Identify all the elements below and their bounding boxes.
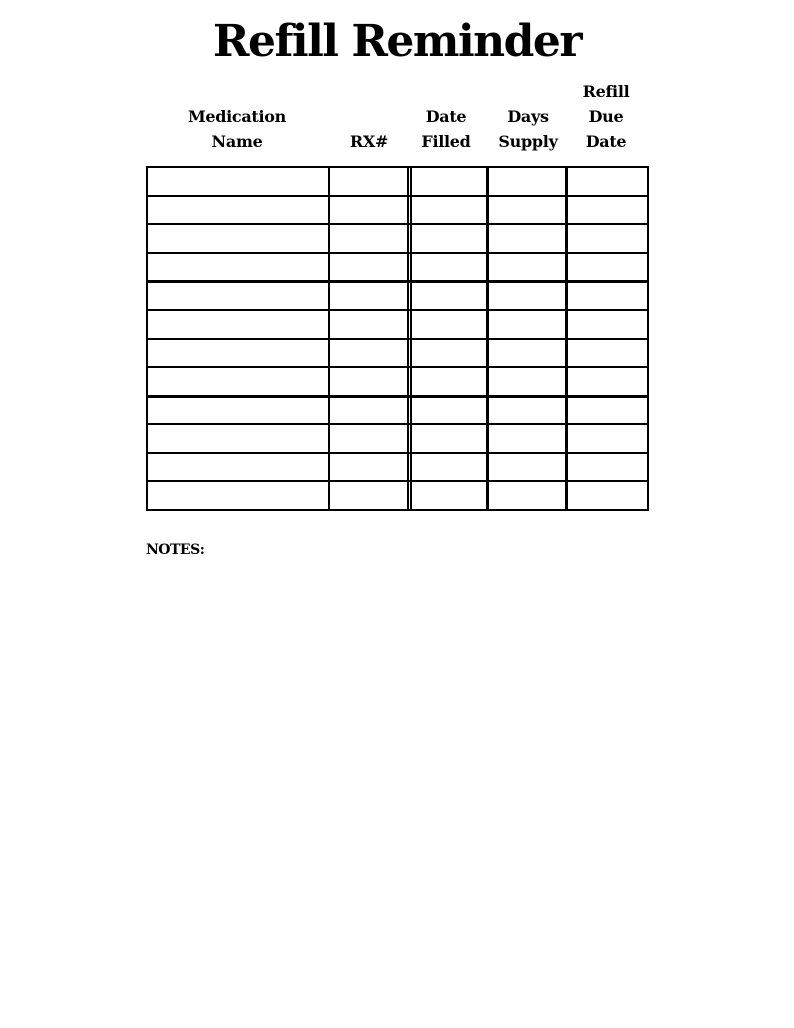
column-header-medication-name: Medication Name	[187, 107, 287, 151]
table-cell-medication-name[interactable]	[149, 426, 327, 451]
page-title: Refill Reminder	[212, 16, 582, 67]
column-header-date-filled: Date Filled	[421, 107, 471, 151]
table-cell-medication-name[interactable]	[149, 169, 327, 194]
table-row-line	[146, 252, 649, 254]
table-cell-days-supply[interactable]	[489, 226, 564, 251]
table-cell-refill-due-date[interactable]	[568, 283, 646, 308]
column-header-rx-number: RX#	[349, 132, 389, 151]
table-column-line	[647, 166, 649, 511]
table-row-line	[146, 480, 649, 482]
table-cell-medication-name[interactable]	[149, 283, 327, 308]
table-cell-rx-number[interactable]	[331, 226, 409, 251]
table-cell-date-filled[interactable]	[413, 455, 485, 480]
table-cell-days-supply[interactable]	[489, 198, 564, 223]
table-cell-rx-number[interactable]	[331, 312, 409, 337]
table-cell-refill-due-date[interactable]	[568, 226, 646, 251]
table-column-line	[328, 166, 330, 511]
table-cell-refill-due-date[interactable]	[568, 398, 646, 423]
table-cell-medication-name[interactable]	[149, 312, 327, 337]
table-cell-date-filled[interactable]	[413, 483, 485, 508]
table-cell-date-filled[interactable]	[413, 226, 485, 251]
table-cell-days-supply[interactable]	[489, 283, 564, 308]
table-cell-days-supply[interactable]	[489, 312, 564, 337]
table-cell-rx-number[interactable]	[331, 426, 409, 451]
table-cell-refill-due-date[interactable]	[568, 312, 646, 337]
table-cell-rx-number[interactable]	[331, 369, 409, 394]
column-header-days-supply: Days Supply	[498, 107, 558, 151]
table-cell-refill-due-date[interactable]	[568, 483, 646, 508]
table-cell-date-filled[interactable]	[413, 398, 485, 423]
table-cell-rx-number[interactable]	[331, 169, 409, 194]
table-row-line	[146, 166, 649, 168]
table-cell-rx-number[interactable]	[331, 198, 409, 223]
table-cell-days-supply[interactable]	[489, 341, 564, 366]
table-row-line	[146, 309, 649, 311]
table-cell-date-filled[interactable]	[413, 369, 485, 394]
table-cell-rx-number[interactable]	[331, 483, 409, 508]
table-cell-days-supply[interactable]	[489, 169, 564, 194]
table-cell-refill-due-date[interactable]	[568, 426, 646, 451]
table-column-line	[410, 166, 412, 511]
table-cell-rx-number[interactable]	[331, 398, 409, 423]
table-cell-date-filled[interactable]	[413, 283, 485, 308]
notes-label: NOTES:	[146, 542, 205, 558]
table-cell-rx-number[interactable]	[331, 341, 409, 366]
table-cell-date-filled[interactable]	[413, 198, 485, 223]
table-cell-medication-name[interactable]	[149, 198, 327, 223]
table-row-line	[146, 366, 649, 368]
table-row-line	[146, 338, 649, 340]
table-cell-days-supply[interactable]	[489, 483, 564, 508]
table-cell-days-supply[interactable]	[489, 398, 564, 423]
table-cell-days-supply[interactable]	[489, 369, 564, 394]
table-cell-refill-due-date[interactable]	[568, 455, 646, 480]
table-cell-medication-name[interactable]	[149, 226, 327, 251]
table-cell-refill-due-date[interactable]	[568, 369, 646, 394]
column-header-refill-due-date: Refill Due Date	[582, 82, 630, 151]
table-cell-medication-name[interactable]	[149, 369, 327, 394]
table-cell-rx-number[interactable]	[331, 455, 409, 480]
table-cell-date-filled[interactable]	[413, 426, 485, 451]
table-cell-date-filled[interactable]	[413, 255, 485, 280]
table-cell-date-filled[interactable]	[413, 341, 485, 366]
table-row-line	[146, 509, 649, 511]
table-cell-medication-name[interactable]	[149, 255, 327, 280]
table-row-line	[146, 223, 649, 225]
table-row-line	[146, 452, 649, 454]
table-row-line	[146, 423, 649, 425]
table-cell-date-filled[interactable]	[413, 169, 485, 194]
table-cell-days-supply[interactable]	[489, 455, 564, 480]
refill-table-grid	[146, 166, 649, 511]
table-column-line	[146, 166, 148, 511]
table-cell-refill-due-date[interactable]	[568, 341, 646, 366]
table-cell-rx-number[interactable]	[331, 283, 409, 308]
table-cell-medication-name[interactable]	[149, 483, 327, 508]
table-cell-medication-name[interactable]	[149, 398, 327, 423]
table-cell-days-supply[interactable]	[489, 426, 564, 451]
table-row-line	[146, 195, 649, 197]
table-cell-medication-name[interactable]	[149, 455, 327, 480]
table-cell-date-filled[interactable]	[413, 312, 485, 337]
table-cell-refill-due-date[interactable]	[568, 255, 646, 280]
table-cell-days-supply[interactable]	[489, 255, 564, 280]
table-cell-refill-due-date[interactable]	[568, 198, 646, 223]
table-cell-refill-due-date[interactable]	[568, 169, 646, 194]
table-cell-medication-name[interactable]	[149, 341, 327, 366]
table-cell-rx-number[interactable]	[331, 255, 409, 280]
